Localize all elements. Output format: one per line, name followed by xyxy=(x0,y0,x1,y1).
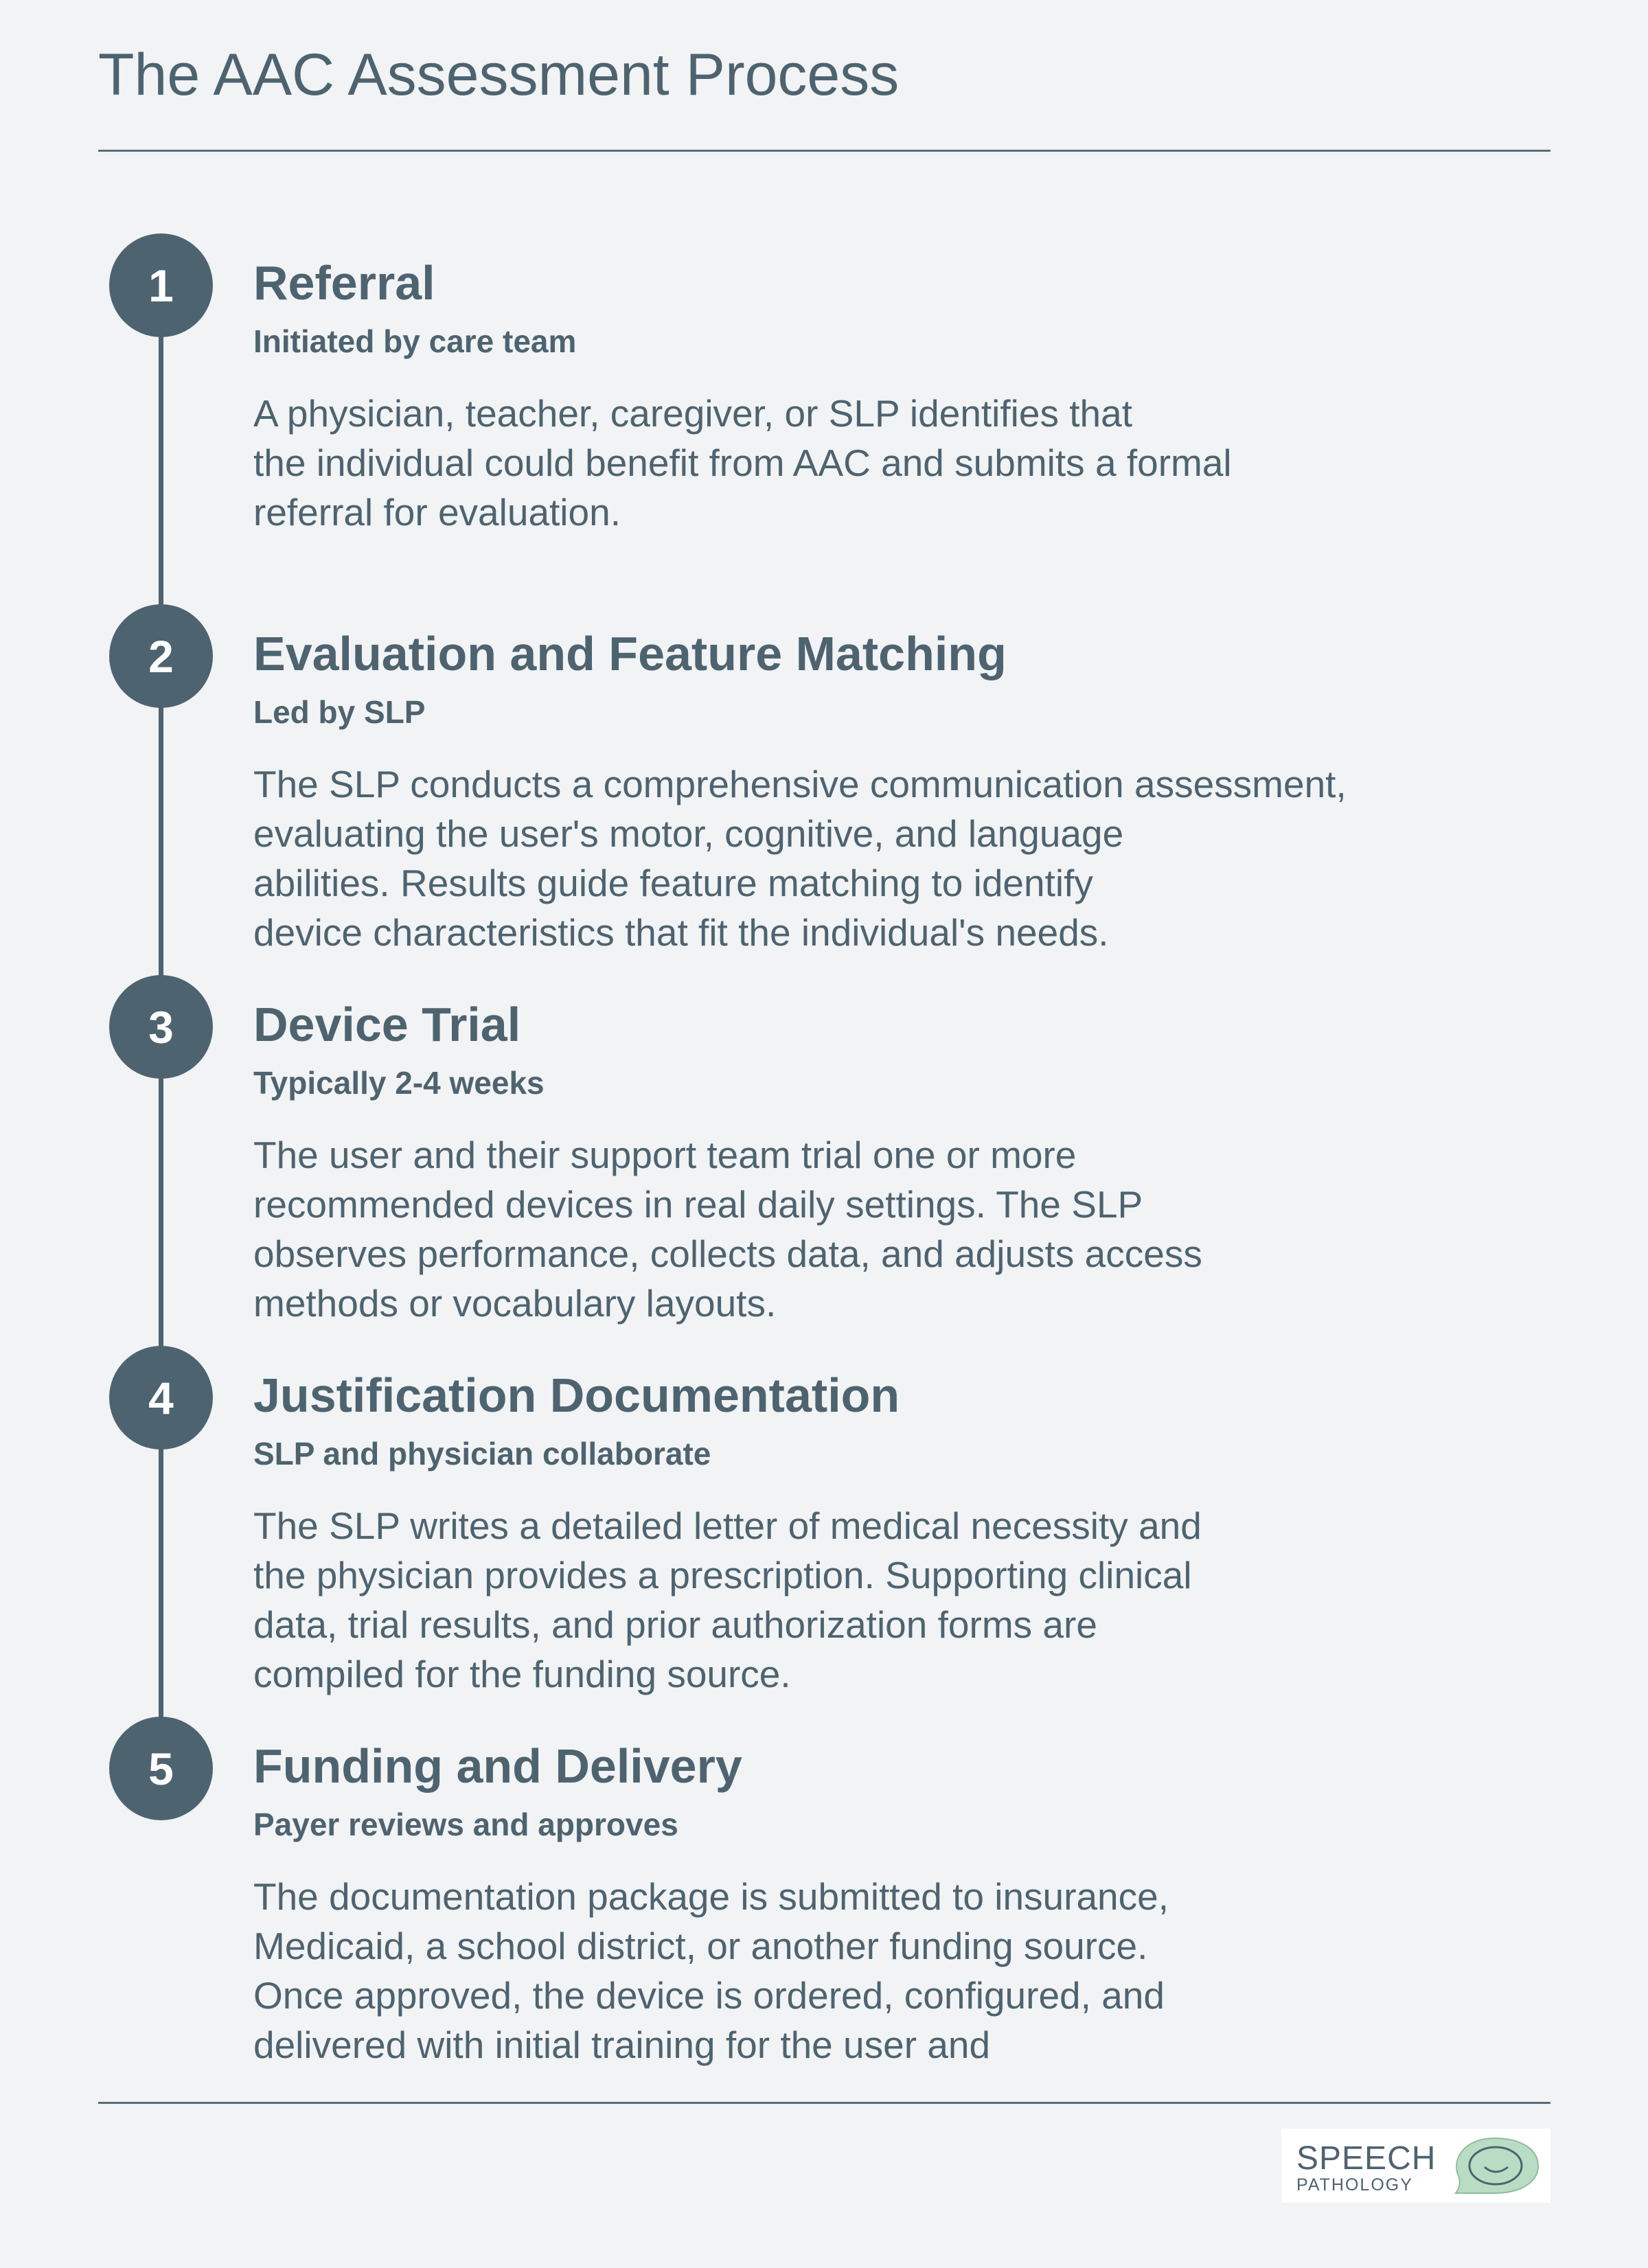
description-line: The SLP writes a detailed letter of medical necessity and xyxy=(253,1504,1202,1547)
description-line: The documentation package is submitted to insurance, xyxy=(253,1875,1169,1918)
step-title: Evaluation and Feature Matching xyxy=(253,627,1007,680)
header-divider xyxy=(98,150,1550,152)
step-description xyxy=(253,1872,1462,2070)
step-subtitle: Initiated by care team xyxy=(253,323,577,359)
step-number-badge: 3 xyxy=(109,975,213,1079)
step-number-badge: 1 xyxy=(109,233,213,337)
logo-text-speech: SPEECH xyxy=(1296,2140,1437,2177)
step-subtitle: Payer reviews and approves xyxy=(253,1807,678,1842)
description-line: methods or vocabulary layouts. xyxy=(253,1282,777,1325)
description-line: abilities. Results guide feature matching to identify xyxy=(253,862,1093,904)
step-number-badge: 2 xyxy=(109,604,213,708)
page-title: The AAC Assessment Process xyxy=(98,42,900,108)
description-line: The SLP conducts a comprehensive communication assessment, xyxy=(253,763,1347,805)
description-line: Medicaid, a school district, or another funding source. xyxy=(253,1925,1148,1967)
step-title: Funding and Delivery xyxy=(253,1739,742,1793)
description-line: observes performance, collects data, and adjusts access xyxy=(253,1233,1202,1275)
description-line: delivered with initial training for the user and xyxy=(253,2024,991,2066)
step-subtitle: SLP and physician collaborate xyxy=(253,1436,711,1471)
description-line: Once approved, the device is ordered, configured, and xyxy=(253,1974,1165,2017)
step-title: Justification Documentation xyxy=(253,1368,900,1422)
step-subtitle: Typically 2-4 weeks xyxy=(253,1065,545,1101)
description-line: compiled for the funding source. xyxy=(253,1653,791,1695)
step-number-badge: 5 xyxy=(109,1717,213,1820)
description-line: referral for evaluation. xyxy=(253,491,621,534)
speech-pathology-logo xyxy=(1281,2129,1550,2203)
description-line: The user and their support team trial one or more xyxy=(253,1134,1077,1176)
description-line: the individual could benefit from AAC and submits a formal xyxy=(253,442,1232,484)
step-number-badge: 4 xyxy=(109,1346,213,1450)
step-description xyxy=(253,389,1462,537)
description-line: evaluating the user's motor, cognitive, and language xyxy=(253,812,1124,855)
step-title: Referral xyxy=(253,256,435,310)
footer-divider xyxy=(98,2102,1550,2104)
description-line: recommended devices in real daily settings. The SLP xyxy=(253,1183,1143,1226)
logo-text-pathology: PATHOLOGY xyxy=(1296,2175,1413,2195)
step-description xyxy=(253,759,1462,957)
description-line: the physician provides a prescription. Supporting clinical xyxy=(253,1554,1192,1596)
step-title: Device Trial xyxy=(253,998,521,1051)
description-line: device characteristics that fit the individual's needs. xyxy=(253,911,1109,954)
speech-bubble-icon xyxy=(1446,2133,1542,2199)
description-line: data, trial results, and prior authorization forms are xyxy=(253,1603,1097,1646)
step-subtitle: Led by SLP xyxy=(253,694,426,730)
step-description xyxy=(253,1501,1462,1699)
description-line: A physician, teacher, caregiver, or SLP identifies that xyxy=(253,392,1133,435)
step-description xyxy=(253,1130,1462,1328)
